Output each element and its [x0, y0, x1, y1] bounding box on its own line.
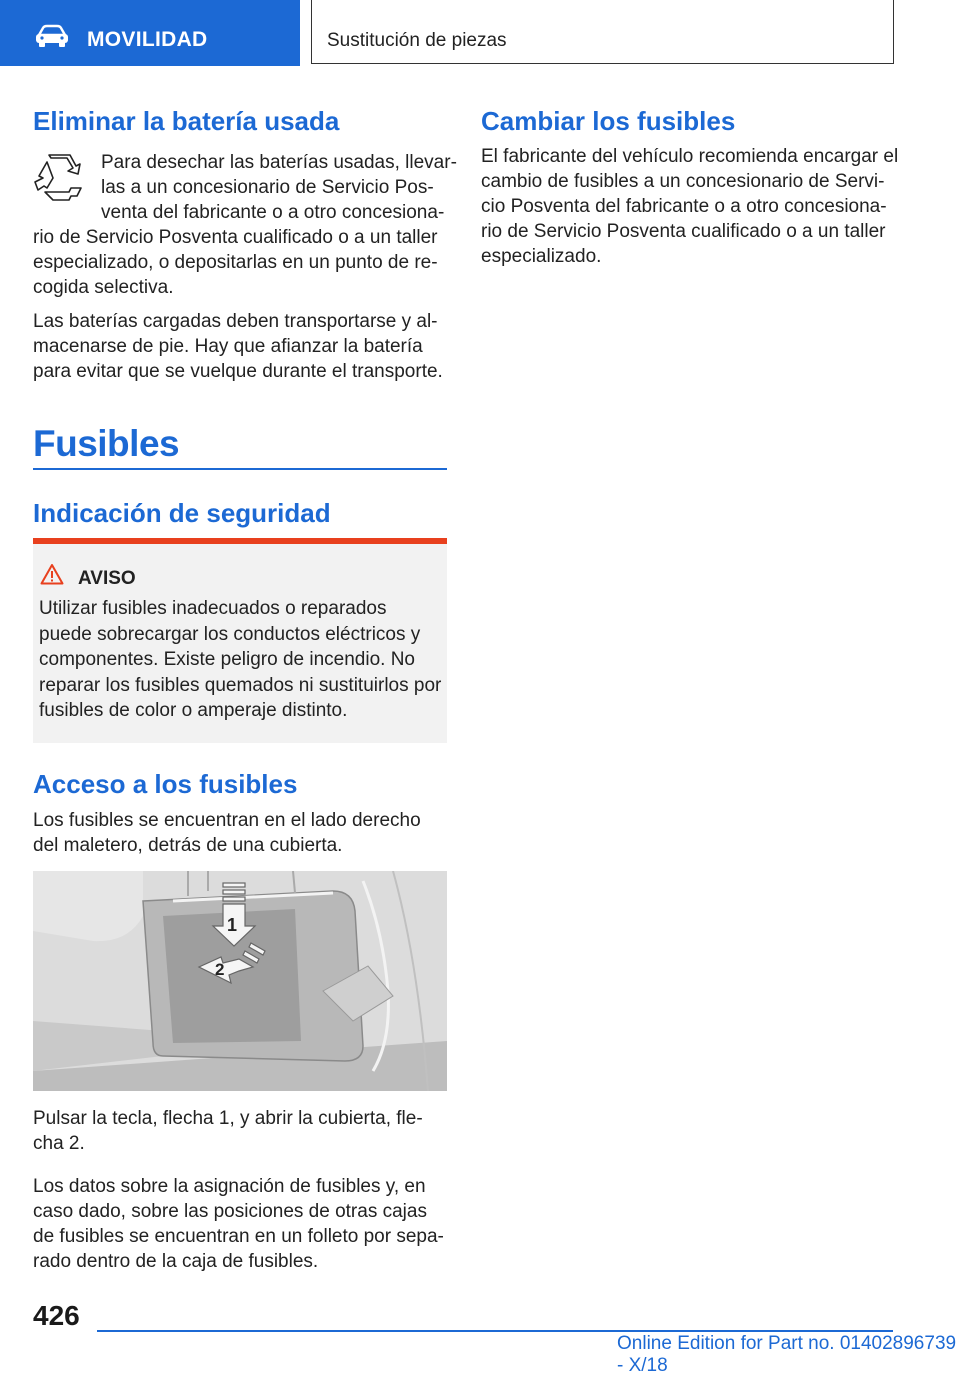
change-fuses-line: rio de Servicio Posventa cualificado o a un taller	[481, 221, 886, 242]
section-tab[interactable]	[0, 0, 300, 66]
figure-label-1: 1	[227, 915, 238, 935]
figure-label-2: 2	[215, 960, 225, 979]
footer-divider	[97, 1330, 893, 1332]
change-fuses-line: cio Posventa del fabricante o a otro concesiona‐	[481, 196, 887, 217]
warning-line: componentes. Existe peligro de incendio. No	[39, 649, 416, 670]
fuse-cover-illustration	[33, 871, 447, 1091]
battery-line: Para desechar las baterías usadas, llevar‐	[101, 152, 457, 173]
access-heading: Acceso a los fusibles	[33, 769, 298, 799]
battery-line: macenarse de pie. Hay que afianzar la batería	[33, 336, 423, 357]
battery-heading: Eliminar la batería usada	[33, 106, 340, 136]
access-line: Los fusibles se encuentran en el lado derecho	[33, 810, 421, 831]
warning-triangle-icon	[40, 563, 64, 585]
warning-line: Utilizar fusibles inadecuados o reparados	[39, 598, 387, 619]
battery-line: especializado, o depositarlas en un punto de re‐	[33, 252, 438, 273]
battery-line: Las baterías cargadas deben transportarse y al‐	[33, 311, 438, 332]
access-note-line: Los datos sobre la asignación de fusibles y, en	[33, 1176, 426, 1197]
access-instruction-line: Pulsar la tecla, flecha 1, y abrir la cubierta, fle‐	[33, 1108, 423, 1129]
edition-text: Online Edition for Part no. 01402896739 - X/18	[617, 1333, 957, 1376]
access-instruction-line: cha 2.	[33, 1133, 85, 1154]
warning-line: fusibles de color o amperaje distinto.	[39, 700, 348, 721]
section-label: MOVILIDAD	[87, 28, 208, 51]
battery-line: cogida selectiva.	[33, 277, 174, 298]
fuses-title: Fusibles	[33, 423, 180, 464]
car-icon	[34, 24, 70, 48]
warning-label: AVISO	[78, 568, 136, 589]
battery-line: para evitar que se vuelque durante el transporte.	[33, 361, 443, 382]
access-line: del maletero, detrás de una cubierta.	[33, 835, 343, 856]
change-fuses-line: cambio de fusibles a un concesionario de Servi‐	[481, 171, 885, 192]
battery-line: venta del fabricante o a otro concesiona‐	[101, 202, 445, 223]
warning-bar	[33, 538, 447, 544]
warning-text	[39, 596, 447, 724]
warning-line: puede sobrecargar los conductos eléctricos y	[39, 623, 421, 645]
safety-heading: Indicación de seguridad	[33, 498, 331, 528]
title-divider	[33, 468, 447, 470]
chapter-tab[interactable]	[311, 0, 894, 64]
battery-line: las a un concesionario de Servicio Pos‐	[101, 177, 434, 198]
change-fuses-heading: Cambiar los fusibles	[481, 106, 736, 136]
change-fuses-line: especializado.	[481, 246, 602, 267]
chapter-label: Sustitución de piezas	[327, 30, 507, 51]
access-note-line: rado dentro de la caja de fusibles.	[33, 1251, 319, 1272]
change-fuses-line: El fabricante del vehículo recomienda encargar el	[481, 146, 899, 167]
page-header	[0, 0, 960, 66]
access-note-line: caso dado, sobre las posiciones de otras cajas	[33, 1201, 427, 1222]
recycle-icon	[33, 152, 85, 204]
access-note-line: de fusibles se encuentran en un folleto por sepa‐	[33, 1226, 444, 1247]
warning-line: reparar los fusibles quemados ni sustituirlos por	[39, 674, 442, 696]
battery-line: rio de Servicio Posventa cualificado o a un taller	[33, 227, 438, 248]
warning-box	[33, 538, 447, 743]
page-number: 426	[33, 1300, 80, 1331]
